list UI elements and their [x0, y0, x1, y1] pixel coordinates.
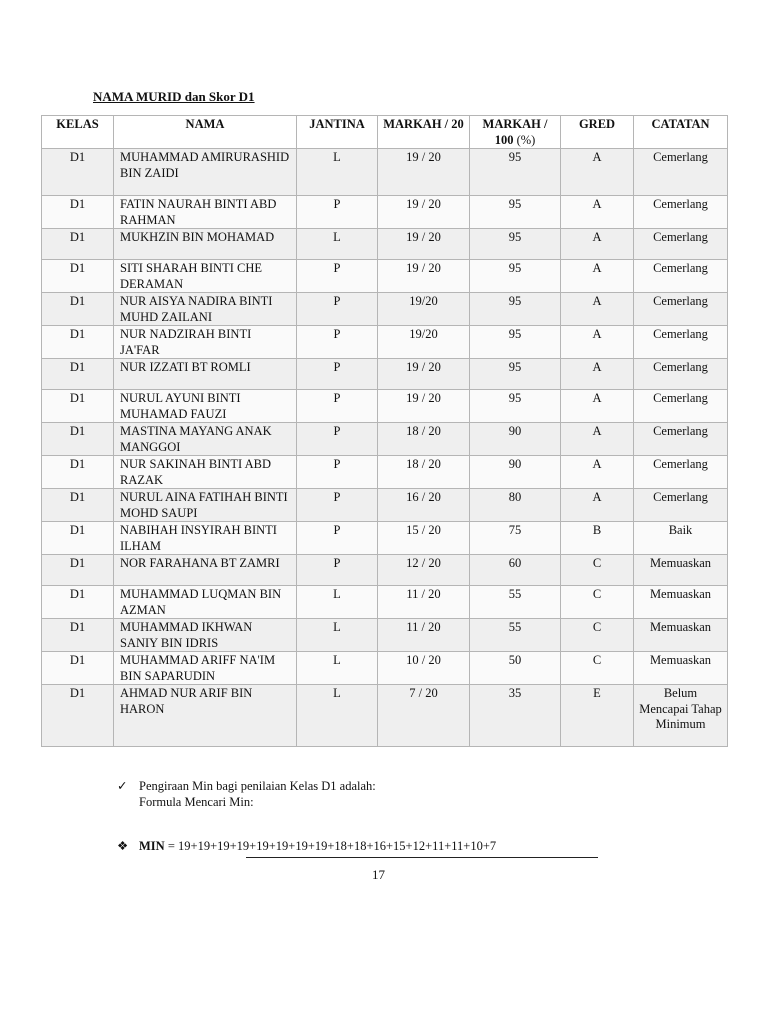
cell-nama: SITI SHARAH BINTI CHE DERAMAN	[114, 260, 297, 293]
cell-markah20: 19/20	[378, 293, 470, 326]
cell-markah20: 11 / 20	[378, 586, 470, 619]
header-markah-100: MARKAH / 100 (%)	[470, 116, 561, 149]
cell-kelas: D1	[42, 685, 114, 747]
cell-gred: B	[561, 522, 634, 555]
cell-nama: NURUL AINA FATIHAH BINTI MOHD SAUPI	[114, 489, 297, 522]
cell-markah100: 95	[470, 229, 561, 260]
header-jantina: JANTINA	[297, 116, 378, 149]
table-row	[42, 149, 728, 196]
cell-nama: MUHAMMAD IKHWAN SANIY BIN IDRIS	[114, 619, 297, 652]
cell-markah20: 19/20	[378, 326, 470, 359]
cell-nama: MUHAMMAD ARIFF NA'IM BIN SAPARUDIN	[114, 652, 297, 685]
table-row	[42, 586, 728, 619]
cell-jantina: P	[297, 196, 378, 229]
cell-nama: NUR NADZIRAH BINTI JA'FAR	[114, 326, 297, 359]
table-row	[42, 555, 728, 586]
cell-catatan: Cemerlang	[634, 423, 728, 456]
notes-line-2: Formula Mencari Min:	[139, 795, 254, 809]
cell-gred: A	[561, 359, 634, 390]
cell-markah100: 95	[470, 390, 561, 423]
cell-markah20: 19 / 20	[378, 359, 470, 390]
cell-nama: MASTINA MAYANG ANAK MANGGOI	[114, 423, 297, 456]
notes-line-1: Pengiraan Min bagi penilaian Kelas D1 adalah:	[139, 779, 376, 793]
min-label: MIN	[139, 839, 165, 853]
table-row	[42, 456, 728, 489]
cell-markah20: 18 / 20	[378, 456, 470, 489]
cell-markah20: 16 / 20	[378, 489, 470, 522]
cell-catatan: Memuaskan	[634, 652, 728, 685]
cell-kelas: D1	[42, 423, 114, 456]
cell-markah20: 10 / 20	[378, 652, 470, 685]
cell-markah20: 19 / 20	[378, 390, 470, 423]
cell-gred: A	[561, 196, 634, 229]
cell-jantina: P	[297, 326, 378, 359]
table-row	[42, 652, 728, 685]
cell-nama: MUKHZIN BIN MOHAMAD	[114, 229, 297, 260]
cell-gred: A	[561, 390, 634, 423]
cell-kelas: D1	[42, 260, 114, 293]
cell-markah100: 50	[470, 652, 561, 685]
cell-markah20: 19 / 20	[378, 149, 470, 196]
cell-jantina: L	[297, 619, 378, 652]
cell-nama: NUR IZZATI BT ROMLI	[114, 359, 297, 390]
table-row	[42, 326, 728, 359]
cell-markah20: 18 / 20	[378, 423, 470, 456]
cell-jantina: P	[297, 359, 378, 390]
cell-catatan: Cemerlang	[634, 229, 728, 260]
cell-kelas: D1	[42, 456, 114, 489]
cell-catatan: Memuaskan	[634, 586, 728, 619]
cell-gred: E	[561, 685, 634, 747]
cell-markah100: 95	[470, 359, 561, 390]
cell-kelas: D1	[42, 652, 114, 685]
cell-kelas: D1	[42, 359, 114, 390]
table-row	[42, 423, 728, 456]
cell-nama: NURUL AYUNI BINTI MUHAMAD FAUZI	[114, 390, 297, 423]
header-gred: GRED	[561, 116, 634, 149]
table-row	[42, 293, 728, 326]
cell-catatan: Cemerlang	[634, 390, 728, 423]
cell-gred: C	[561, 586, 634, 619]
cell-catatan: Cemerlang	[634, 260, 728, 293]
cell-markah20: 19 / 20	[378, 229, 470, 260]
cell-markah20: 11 / 20	[378, 619, 470, 652]
cell-kelas: D1	[42, 522, 114, 555]
cell-jantina: P	[297, 555, 378, 586]
cell-kelas: D1	[42, 229, 114, 260]
cell-markah100: 95	[470, 326, 561, 359]
cell-catatan: Cemerlang	[634, 359, 728, 390]
cell-jantina: P	[297, 260, 378, 293]
cell-nama: AHMAD NUR ARIF BIN HARON	[114, 685, 297, 747]
table-title: NAMA MURID dan Skor D1	[93, 89, 255, 104]
page-number: 17	[372, 867, 385, 882]
table-row	[42, 489, 728, 522]
cell-gred: C	[561, 619, 634, 652]
cell-gred: A	[561, 326, 634, 359]
fraction-line	[246, 857, 598, 858]
cell-gred: A	[561, 489, 634, 522]
cell-markah100: 90	[470, 423, 561, 456]
cell-jantina: P	[297, 293, 378, 326]
cell-catatan: Cemerlang	[634, 326, 728, 359]
min-equals: =	[164, 839, 179, 853]
cell-nama: NUR SAKINAH BINTI ABD RAZAK	[114, 456, 297, 489]
score-table	[41, 115, 728, 747]
cell-markah100: 95	[470, 149, 561, 196]
cell-markah100: 95	[470, 293, 561, 326]
cell-gred: A	[561, 456, 634, 489]
cell-gred: A	[561, 229, 634, 260]
cell-jantina: P	[297, 456, 378, 489]
table-row	[42, 685, 728, 747]
cell-gred: A	[561, 260, 634, 293]
cell-kelas: D1	[42, 619, 114, 652]
table-row	[42, 359, 728, 390]
cell-kelas: D1	[42, 390, 114, 423]
cell-jantina: P	[297, 423, 378, 456]
cell-catatan: Baik	[634, 522, 728, 555]
cell-kelas: D1	[42, 326, 114, 359]
cell-catatan: Cemerlang	[634, 456, 728, 489]
cell-gred: C	[561, 652, 634, 685]
cell-markah20: 19 / 20	[378, 196, 470, 229]
cell-kelas: D1	[42, 293, 114, 326]
diamond-bullet-icon: ❖	[117, 839, 129, 853]
cell-markah100: 95	[470, 196, 561, 229]
cell-markah100: 75	[470, 522, 561, 555]
cell-gred: A	[561, 423, 634, 456]
table-row	[42, 196, 728, 229]
cell-catatan: Memuaskan	[634, 619, 728, 652]
table-header-row	[42, 116, 728, 149]
min-sum: 19+19+19+19+19+19+19+19+18+18+16+15+12+11+11+10+7	[178, 839, 497, 853]
cell-jantina: P	[297, 390, 378, 423]
cell-markah100: 95	[470, 260, 561, 293]
cell-catatan: Cemerlang	[634, 196, 728, 229]
cell-markah20: 15 / 20	[378, 522, 470, 555]
cell-markah100: 35	[470, 685, 561, 747]
cell-kelas: D1	[42, 196, 114, 229]
cell-kelas: D1	[42, 149, 114, 196]
cell-markah20: 12 / 20	[378, 555, 470, 586]
cell-jantina: L	[297, 652, 378, 685]
header-catatan: CATATAN	[634, 116, 728, 149]
cell-markah100: 55	[470, 586, 561, 619]
cell-markah100: 80	[470, 489, 561, 522]
cell-nama: MUHAMMAD LUQMAN BIN AZMAN	[114, 586, 297, 619]
table-row	[42, 522, 728, 555]
cell-jantina: P	[297, 522, 378, 555]
header-kelas: KELAS	[42, 116, 114, 149]
cell-nama: NABIHAH INSYIRAH BINTI ILHAM	[114, 522, 297, 555]
cell-markah20: 19 / 20	[378, 260, 470, 293]
check-icon: ✓	[117, 779, 128, 793]
cell-markah100: 90	[470, 456, 561, 489]
cell-gred: C	[561, 555, 634, 586]
table-row	[42, 260, 728, 293]
cell-kelas: D1	[42, 586, 114, 619]
header-markah-20: MARKAH / 20	[378, 116, 470, 149]
cell-markah100: 55	[470, 619, 561, 652]
cell-jantina: P	[297, 489, 378, 522]
cell-markah20: 7 / 20	[378, 685, 470, 747]
cell-gred: A	[561, 149, 634, 196]
cell-gred: A	[561, 293, 634, 326]
cell-markah100: 60	[470, 555, 561, 586]
cell-catatan: Cemerlang	[634, 489, 728, 522]
cell-jantina: L	[297, 229, 378, 260]
cell-catatan: Belum Mencapai Tahap Minimum	[634, 685, 728, 747]
cell-nama: FATIN NAURAH BINTI ABD RAHMAN	[114, 196, 297, 229]
cell-catatan: Cemerlang	[634, 293, 728, 326]
cell-jantina: L	[297, 586, 378, 619]
header-nama: NAMA	[114, 116, 297, 149]
cell-jantina: L	[297, 149, 378, 196]
table-row	[42, 390, 728, 423]
cell-catatan: Memuaskan	[634, 555, 728, 586]
cell-kelas: D1	[42, 489, 114, 522]
cell-kelas: D1	[42, 555, 114, 586]
cell-nama: NUR AISYA NADIRA BINTI MUHD ZAILANI	[114, 293, 297, 326]
cell-nama: NOR FARAHANA BT ZAMRI	[114, 555, 297, 586]
header-markah-100-unit: (%)	[516, 132, 536, 147]
cell-catatan: Cemerlang	[634, 149, 728, 196]
table-row	[42, 619, 728, 652]
cell-jantina: L	[297, 685, 378, 747]
table-row	[42, 229, 728, 260]
notes	[117, 778, 376, 810]
cell-nama: MUHAMMAD AMIRURASHID BIN ZAIDI	[114, 149, 297, 196]
min-formula	[117, 838, 496, 854]
